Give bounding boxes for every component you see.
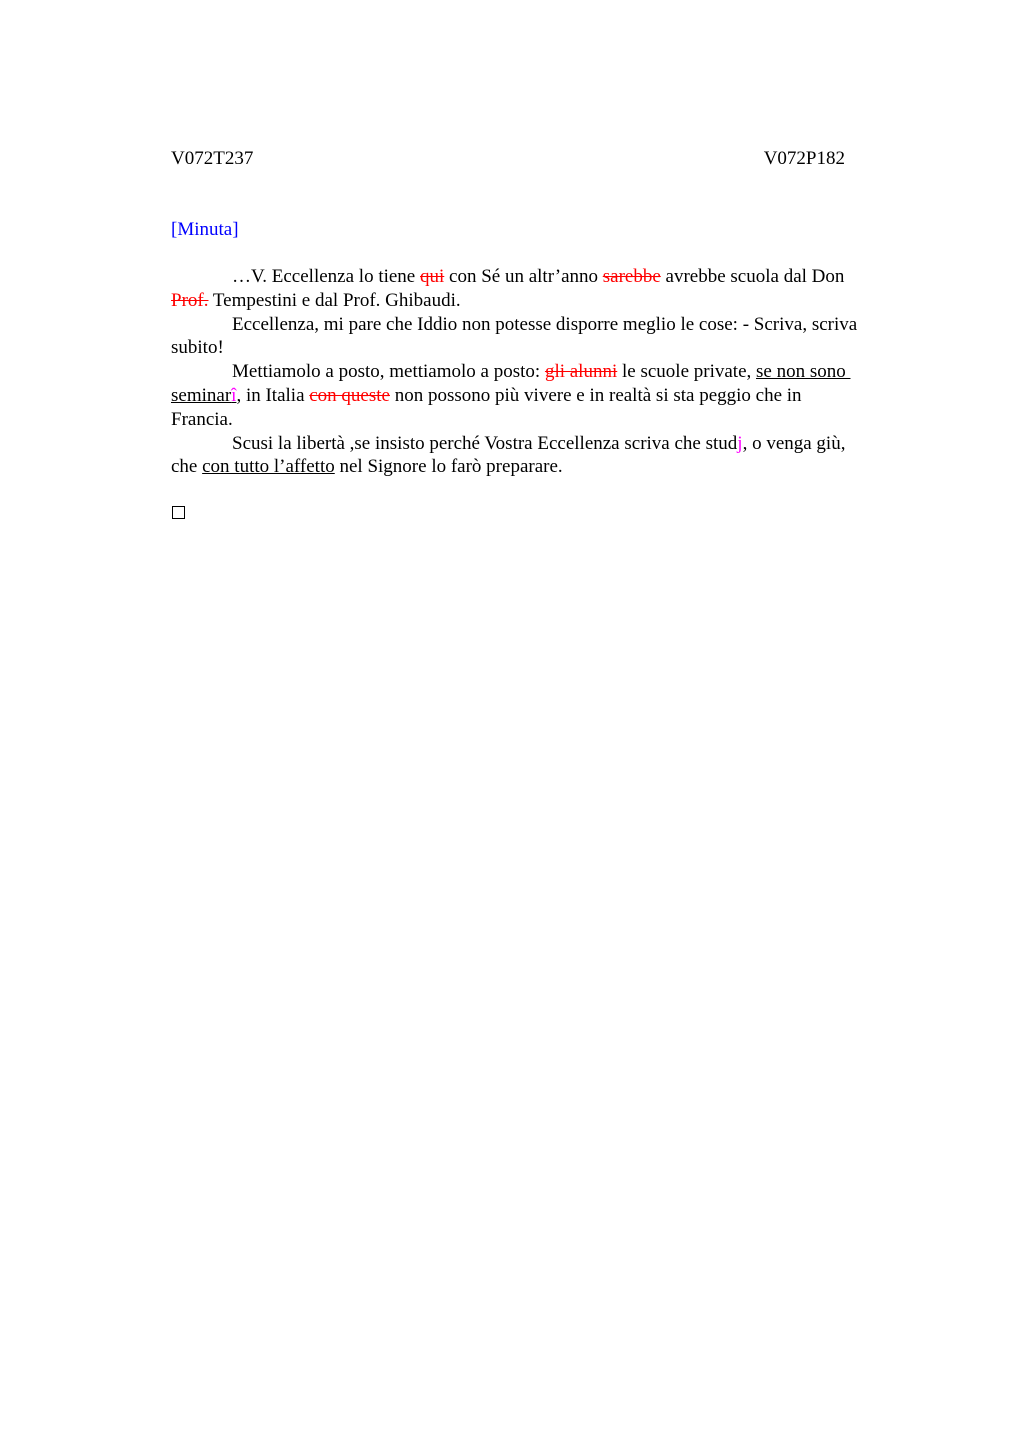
paragraph-4 [171, 432, 913, 480]
text-segment: avrebbe scuola dal Don [660, 266, 845, 287]
inserted-text: j [737, 432, 743, 454]
underlined-text: con tutto l’affetto [202, 456, 335, 478]
paragraph-2-line-1: Eccellenza, mi pare che Iddio non potesse disporre meglio le cose: - Scriva, scriva [232, 313, 858, 335]
text-segment: le scuole private, [617, 361, 757, 383]
text-segment: nel Signore lo farò preparare. [334, 456, 563, 478]
text-segment: , o venga giù, [742, 432, 846, 454]
document-header [171, 147, 845, 171]
paragraph-3-line-3: Francia. [171, 408, 233, 430]
paragraph-3-line-1 [171, 360, 913, 384]
text-segment: Tempestini e dal Prof. Ghibaudi. [208, 289, 461, 311]
paragraph-4-line-1 [171, 432, 913, 456]
text-segment: Scusi la libertà ,se insisto perché Vostra Eccellenza scriva che stud [232, 432, 738, 454]
paragraph-3-line-2 [171, 384, 913, 408]
text-segment: Mettiamolo a posto, mettiamolo a posto: [232, 361, 545, 383]
text-segment: , in Italia [236, 384, 310, 406]
paragraph-4-line-2 [171, 455, 913, 479]
deleted-text: qui [420, 266, 445, 287]
paragraph-1-line-2 [171, 289, 913, 313]
deleted-text: Prof. [171, 289, 209, 311]
deleted-text: con queste [309, 384, 390, 406]
underlined-text [171, 385, 236, 406]
paragraph-2-line-2: subito! [171, 337, 224, 359]
text-segment: …V. Eccellenza lo tiene [232, 266, 420, 287]
deleted-text: gli alunni [544, 361, 618, 383]
inserted-text: î [231, 384, 237, 406]
underlined-segment: seminar [171, 384, 232, 406]
text-segment: con Sé un altr’anno [444, 266, 603, 287]
paragraph-2 [171, 313, 913, 361]
square-icon [172, 506, 185, 519]
paragraph-1-line-1 [171, 265, 913, 289]
paragraph-3 [171, 360, 913, 431]
document-code-left: V072T237 [171, 148, 254, 169]
text-segment: non possono più vivere e in realtà si sta peggio che in [389, 384, 802, 406]
letter-body [171, 265, 913, 479]
text-segment: che [171, 456, 203, 478]
paragraph-1 [171, 265, 913, 313]
page-code-right: V072P182 [763, 148, 845, 169]
deleted-text: sarebbe [602, 266, 661, 287]
underlined-text: se non sono [756, 361, 851, 383]
document-heading: [Minuta] [171, 219, 239, 240]
